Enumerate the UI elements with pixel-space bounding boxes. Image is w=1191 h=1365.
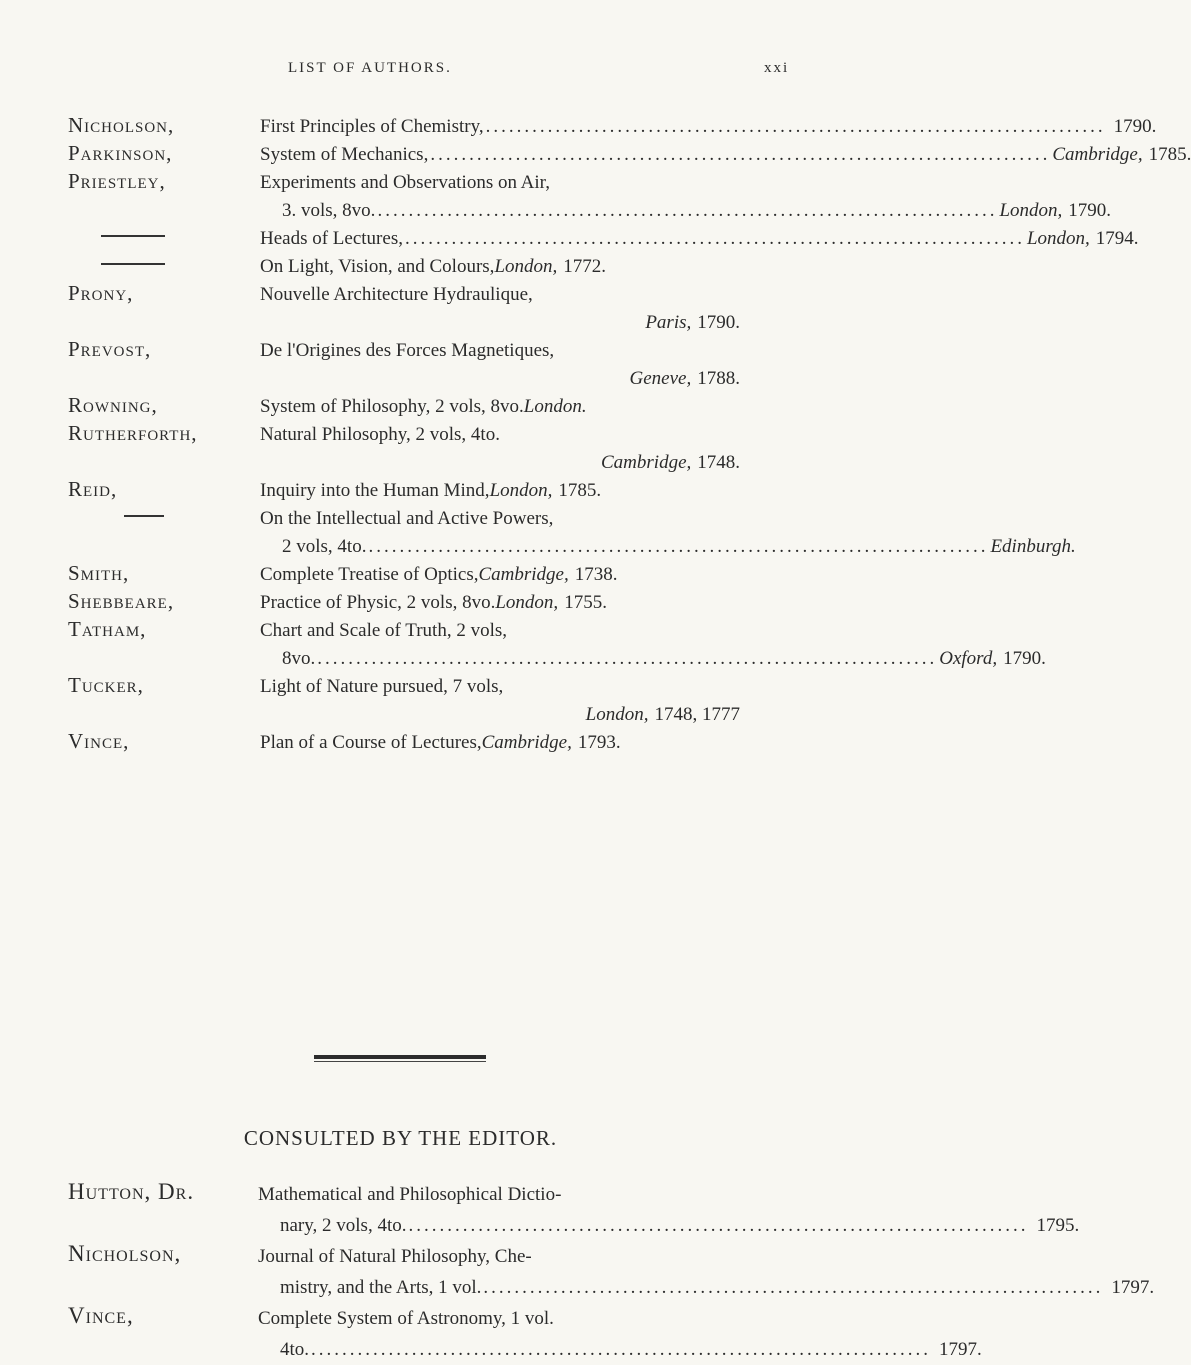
entry-lines — [260, 477, 740, 505]
author-name: Rutherforth, — [68, 421, 198, 445]
work-title: 3. vols, 8vo. — [282, 200, 376, 221]
header-title: LIST OF AUTHORS. — [288, 60, 452, 76]
publication-year: 1748, 1777 — [654, 704, 740, 725]
publication-place: Geneve, — [629, 368, 692, 389]
publication-year: 1790. — [697, 312, 740, 333]
entry-line — [260, 253, 740, 281]
entry-lines — [258, 1303, 982, 1365]
publication-place: Cambridge, — [601, 452, 692, 473]
leader-dots: ................................................................................ — [485, 116, 1106, 137]
publication-year: 1755. — [564, 592, 607, 613]
entry-line — [260, 365, 740, 393]
entry-lines — [258, 1179, 1080, 1241]
entry-line — [260, 113, 1157, 141]
entry-lines — [260, 281, 740, 337]
work-title: Complete System of Astronomy, 1 vol. — [258, 1308, 554, 1329]
work-title: First Principles of Chemistry, — [260, 116, 484, 137]
entry-line — [260, 337, 740, 365]
author-name: Tatham, — [68, 617, 147, 641]
entry-line — [258, 1241, 738, 1272]
leader-dots: ................................................................................ — [368, 536, 989, 557]
entry-line — [260, 477, 740, 505]
publication-place: London, — [495, 592, 559, 613]
publication-year: 1748. — [697, 452, 740, 473]
entry-lines — [260, 589, 740, 617]
publication-year: 1788. — [697, 368, 740, 389]
entry-line — [260, 449, 740, 477]
publication-place: London, — [1026, 228, 1090, 249]
publication-year: 1785. — [558, 480, 602, 501]
publication-year: 1795. — [1036, 1215, 1080, 1236]
entry-line — [260, 197, 1112, 225]
publication-year: 1790. — [1003, 648, 1046, 669]
divider-thick-rule — [314, 1055, 486, 1059]
publication-year: 1794. — [1095, 228, 1139, 249]
entry-lines — [260, 729, 740, 757]
entry-lines — [260, 393, 740, 421]
work-title: Plan of a Course of Lectures, — [260, 732, 482, 753]
entry-line — [260, 589, 740, 617]
author-name: Vince, — [68, 1303, 134, 1328]
work-title: On the Intellectual and Active Powers, — [260, 508, 554, 529]
entry-lines — [260, 505, 1076, 561]
entry-line — [260, 701, 740, 729]
work-title: Complete Treatise of Optics, — [260, 564, 479, 585]
work-title: nary, 2 vols, 4to. — [280, 1215, 407, 1236]
publication-year: 1797. — [939, 1339, 982, 1360]
entry-line — [258, 1210, 1080, 1241]
leader-dots: ................................................................................ — [311, 1339, 932, 1360]
entry-line — [260, 309, 740, 337]
work-title: Light of Nature pursued, 7 vols, — [260, 676, 504, 697]
author-name: Nicholson, — [68, 1241, 182, 1266]
entry-line — [258, 1179, 738, 1210]
author-name: Hutton, Dr. — [68, 1179, 195, 1204]
work-title: System of Mechanics, — [260, 144, 429, 165]
entry-line — [258, 1272, 1155, 1303]
entry-line — [260, 281, 740, 309]
author-name: Parkinson, — [68, 141, 173, 165]
leader-dots: ................................................................................ — [317, 648, 938, 669]
ditto-dash — [124, 515, 164, 517]
entry-lines — [260, 141, 1191, 169]
publication-place: Oxford, — [939, 648, 998, 669]
work-title: Mathematical and Philosophical Dictio- — [258, 1184, 562, 1205]
author-name: Shebbeare, — [68, 589, 175, 613]
work-title: Practice of Physic, 2 vols, 8vo. — [260, 592, 496, 613]
entry-line — [260, 729, 740, 757]
author-name: Prony, — [68, 281, 134, 305]
entry-lines — [260, 561, 740, 589]
divider-thin-rule — [314, 1061, 486, 1062]
ditto-dash — [101, 235, 165, 237]
publication-place: London, — [585, 704, 649, 725]
page-number: xxi — [764, 60, 790, 76]
entry-lines — [260, 617, 1046, 673]
entry-line — [260, 169, 740, 197]
publication-year: 1793. — [577, 732, 621, 753]
entry-line — [258, 1303, 738, 1334]
work-title: De l'Origines des Forces Magnetiques, — [260, 340, 555, 361]
leader-dots: ................................................................................ — [377, 200, 998, 221]
ditto-dash — [101, 263, 165, 265]
author-name: Smith, — [68, 561, 130, 585]
publication-place: London, — [999, 200, 1063, 221]
work-title: Nouvelle Architecture Hydraulique, — [260, 284, 533, 305]
publication-place: Edinburgh. — [990, 536, 1076, 557]
publication-year: 1797. — [1111, 1277, 1155, 1298]
work-title: 4to. — [280, 1339, 310, 1360]
entry-line — [258, 1334, 982, 1365]
leader-dots: ................................................................................ — [404, 228, 1025, 249]
entry-line — [260, 393, 740, 421]
publication-year: 1790. — [1113, 116, 1157, 137]
work-title: Experiments and Observations on Air, — [260, 172, 550, 193]
entry-line — [260, 645, 1046, 673]
entry-line — [260, 505, 740, 533]
entry-lines — [260, 337, 740, 393]
entry-lines — [260, 673, 740, 729]
author-name: Vince, — [68, 729, 130, 753]
entry-line — [260, 225, 1139, 253]
entry-lines — [260, 169, 1112, 225]
work-title: 8vo. — [282, 648, 316, 669]
work-title: Journal of Natural Philosophy, Che- — [258, 1246, 532, 1267]
publication-year: 1772. — [563, 256, 607, 277]
work-title: Inquiry into the Human Mind, — [260, 480, 490, 501]
publication-place: London, — [489, 480, 553, 501]
entry-line — [260, 141, 1191, 169]
publication-year: 1738. — [574, 564, 618, 585]
publication-place: Cambridge, — [1052, 144, 1143, 165]
work-title: mistry, and the Arts, 1 vol. — [280, 1277, 482, 1298]
entry-lines — [260, 113, 1157, 141]
publication-place: London, — [494, 256, 558, 277]
leader-dots: ................................................................................ — [408, 1215, 1029, 1236]
entry-lines — [260, 421, 740, 477]
work-title: Chart and Scale of Truth, 2 vols, — [260, 620, 507, 641]
author-name: Tucker, — [68, 673, 144, 697]
entry-lines — [258, 1241, 1155, 1303]
publication-place: Paris, — [645, 312, 692, 333]
publication-year: 1790. — [1068, 200, 1112, 221]
author-name: Nicholson, — [68, 113, 175, 137]
author-name: Reid, — [68, 477, 118, 501]
publication-place: Cambridge, — [481, 732, 572, 753]
entry-lines — [260, 225, 1139, 253]
publication-place: London. — [523, 396, 587, 417]
running-header — [0, 60, 801, 84]
leader-dots: ................................................................................ — [430, 144, 1051, 165]
entry-lines — [260, 253, 740, 281]
author-name: Rowning, — [68, 393, 158, 417]
work-title: Heads of Lectures, — [260, 228, 403, 249]
publication-year: 1785. — [1148, 144, 1191, 165]
author-name: Prevost, — [68, 337, 152, 361]
entry-line — [260, 673, 740, 701]
consulted-section-title: CONSULTED BY THE EDITOR. — [243, 1126, 558, 1150]
author-name: Priestley, — [68, 169, 166, 193]
work-title: 2 vols, 4to. — [282, 536, 367, 557]
section-divider — [314, 1055, 486, 1062]
work-title: System of Philosophy, 2 vols, 8vo. — [260, 396, 524, 417]
entry-line — [260, 421, 740, 449]
work-title: On Light, Vision, and Colours, — [260, 256, 495, 277]
entry-line — [260, 561, 740, 589]
entry-line — [260, 617, 740, 645]
leader-dots: ................................................................................ — [483, 1277, 1104, 1298]
work-title: Natural Philosophy, 2 vols, 4to. — [260, 424, 500, 445]
publication-place: Cambridge, — [478, 564, 569, 585]
entry-line — [260, 533, 1076, 561]
